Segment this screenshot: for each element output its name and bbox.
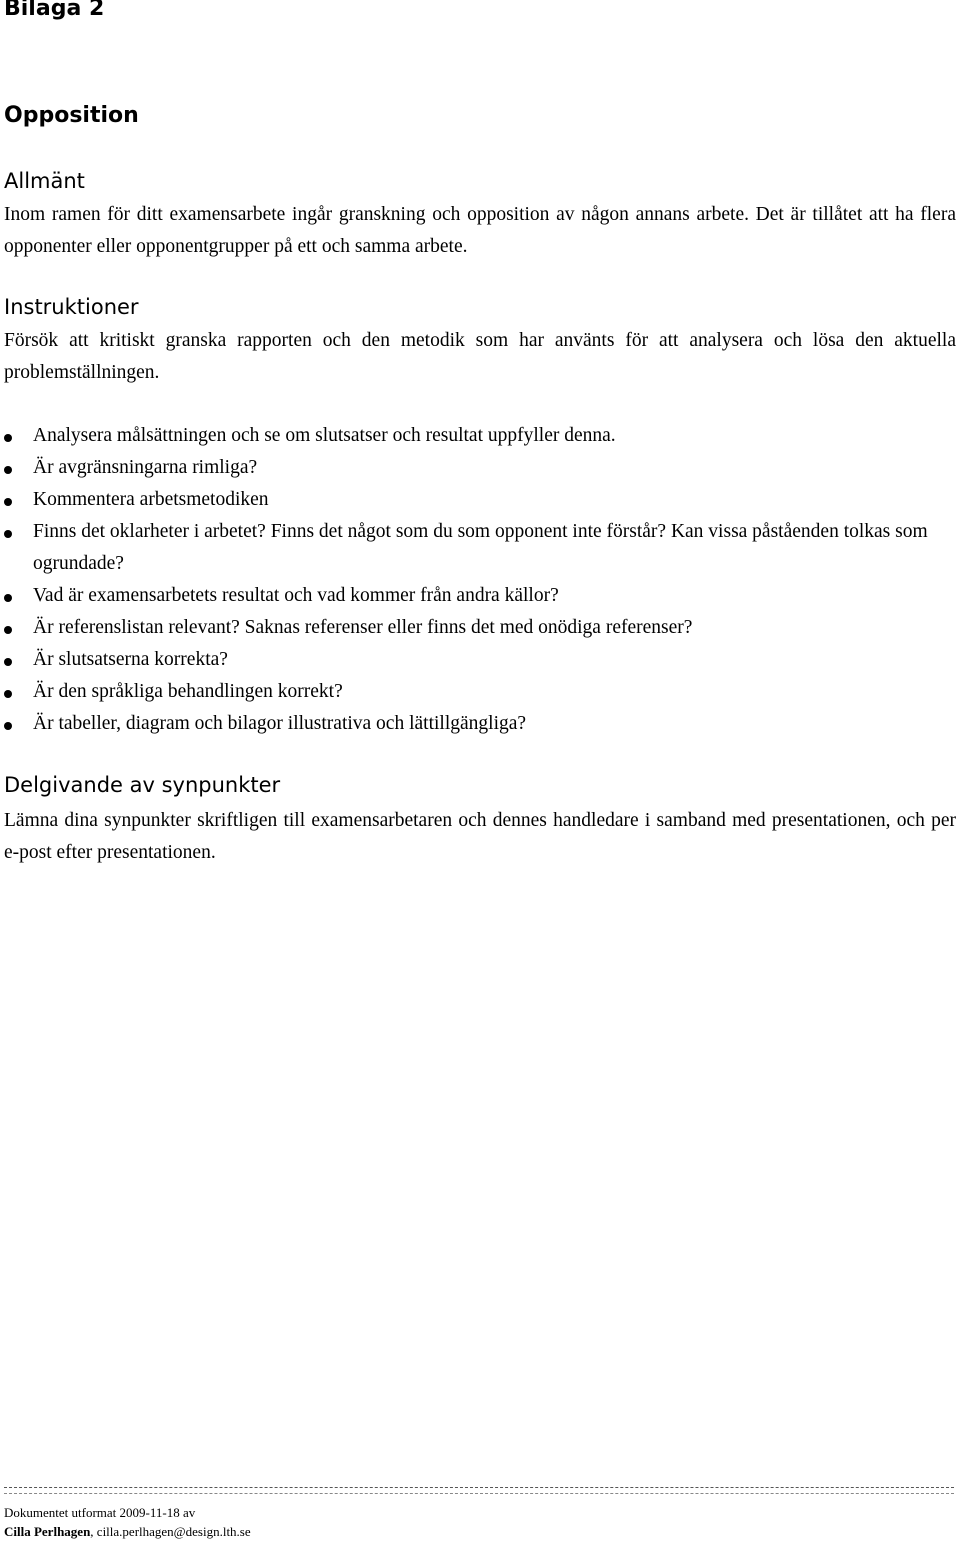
- list-item: [4, 516, 956, 580]
- bullet-text: Är slutsatserna korrekta?: [33, 649, 228, 670]
- section-text-instruktioner: Försök att kritiskt granska rapporten och den metodik som har använts för att analysera och lösa den aktuella problemställningen.: [4, 330, 956, 383]
- section-heading-delgivande: Delgivande av synpunkter: [4, 773, 281, 797]
- list-item: [4, 420, 956, 452]
- instruction-bullet-list: [4, 420, 956, 740]
- footer-divider: [4, 1487, 954, 1488]
- footer-created: Dokumentet utformat 2009-11-18 av: [4, 1505, 196, 1520]
- list-item: [4, 612, 956, 644]
- bullet-icon: [4, 658, 12, 666]
- bullet-text: Är avgränsningarna rimliga?: [33, 457, 258, 478]
- section-text-delgivande: Lämna dina synpunkter skriftligen till examensarbetaren och dennes handledare i samband med presentationen, och per e-post efter presentationen.: [4, 810, 956, 863]
- bullet-icon: [4, 690, 12, 698]
- footer-author-name: Cilla Perlhagen: [4, 1524, 91, 1539]
- bullet-icon: [4, 466, 12, 474]
- bullet-text: Analysera målsättningen och se om slutsatser och resultat uppfyller denna.: [33, 425, 616, 446]
- bullet-text: Är tabeller, diagram och bilagor illustrativa och lättillgängliga?: [33, 713, 527, 734]
- bullet-text: Kommentera arbetsmetodiken: [33, 489, 269, 510]
- list-item: [4, 484, 956, 516]
- list-item: [4, 580, 956, 612]
- section-heading-allmant: Allmänt: [4, 169, 85, 193]
- page-title: Opposition: [4, 103, 139, 128]
- bullet-text: Vad är examensarbetets resultat och vad kommer från andra källor?: [33, 585, 559, 606]
- bullet-icon: [4, 594, 12, 602]
- bullet-icon: [4, 722, 12, 730]
- footer-author-email: , cilla.perlhagen@design.lth.se: [90, 1524, 251, 1539]
- list-item: [4, 452, 956, 484]
- bullet-text: Är den språkliga behandlingen korrekt?: [33, 681, 343, 702]
- section-text-allmant: Inom ramen för ditt examensarbete ingår granskning och opposition av någon annans arbete. Det är tillåtet att ha flera opponenter eller opponentgrupper på ett och samma arbete.: [4, 204, 956, 257]
- bullet-icon: [4, 498, 12, 506]
- bullet-icon: [4, 530, 12, 538]
- bullet-text: Är referenslistan relevant? Saknas referenser eller finns det med onödiga referenser?: [33, 617, 693, 638]
- footer-divider-secondary: [4, 1493, 954, 1494]
- list-item: [4, 676, 956, 708]
- section-heading-instruktioner: Instruktioner: [4, 295, 139, 319]
- appendix-label: Bilaga 2: [4, 0, 105, 21]
- bullet-icon: [4, 434, 12, 442]
- bullet-text: Finns det oklarheter i arbetet? Finns det något som du som opponent inte förstår? Kan vissa påståenden tolkas som ogrundade?: [33, 521, 928, 574]
- footer-author: [4, 1523, 251, 1541]
- list-item: [4, 708, 956, 740]
- list-item: [4, 644, 956, 676]
- bullet-icon: [4, 626, 12, 634]
